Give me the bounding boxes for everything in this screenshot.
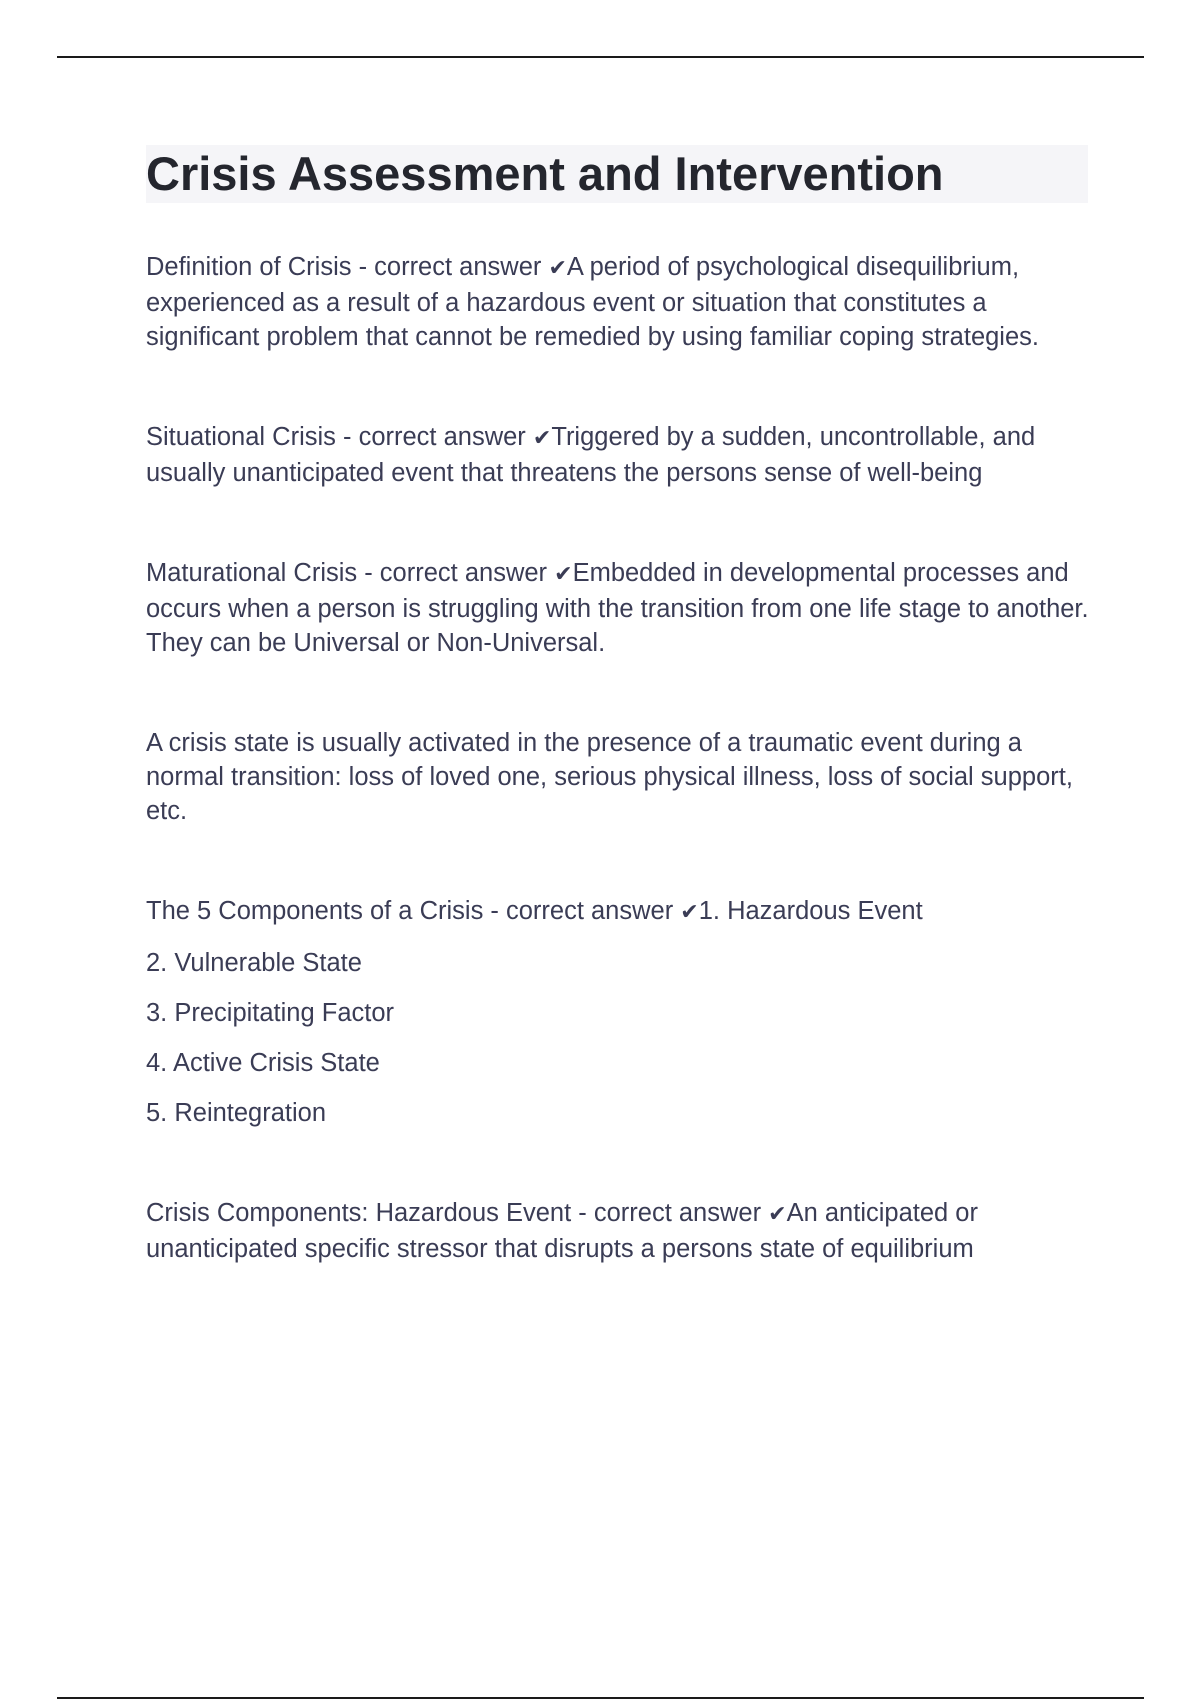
list-item-reintegration: 5. Reintegration	[146, 1099, 327, 1127]
entry-term: Definition of Crisis - correct answer	[146, 253, 549, 281]
entry-term: Maturational Crisis - correct answer	[146, 559, 555, 587]
entry-term: The 5 Components of a Crisis - correct answer	[146, 897, 681, 925]
entry-answer: Embedded in developmental processes and occurs when a person is struggling with the transition from one life stage to another. They can be Universal or Non-Universal.	[146, 559, 1089, 657]
entry-definition-of-crisis	[146, 250, 1096, 354]
check-mark-icon: ✔	[554, 562, 573, 587]
check-mark-icon: ✔	[532, 426, 552, 451]
check-mark-icon: ✔	[680, 900, 699, 925]
entry-answer: 1. Hazardous Event	[698, 897, 923, 925]
entry-five-components	[146, 894, 1096, 1130]
entry-term: Crisis Components: Hazardous Event - correct answer	[146, 1199, 769, 1227]
entry-answer: Triggered by a sudden, uncontrollable, and usually unanticipated event that threatens the persons sense of well-being	[146, 423, 1036, 487]
entry-hazardous-event	[146, 1196, 1096, 1266]
entry-answer: A period of psychological disequilibrium, experienced as a result of a hazardous event or situation that constitutes a significant problem that cannot be remedied by using familiar coping strategies.	[146, 253, 1039, 351]
list-item-active-crisis-state: 4. Active Crisis State	[146, 1049, 380, 1077]
entry-situational-crisis	[146, 420, 1096, 490]
entry-answer: An anticipated or unanticipated specific stressor that disrupts a persons state of equilibrium	[146, 1199, 978, 1263]
check-mark-icon: ✔	[768, 1202, 787, 1227]
top-rule	[57, 56, 1144, 58]
list-item-precipitating-factor: 3. Precipitating Factor	[146, 999, 395, 1027]
document-body	[146, 250, 1096, 1266]
entry-crisis-state-note	[146, 726, 1096, 828]
check-mark-icon: ✔	[548, 256, 567, 281]
page-title: Crisis Assessment and Intervention	[146, 147, 944, 200]
bottom-rule	[57, 1697, 1144, 1699]
entry-maturational-crisis	[146, 556, 1096, 660]
list-item-vulnerable-state: 2. Vulnerable State	[146, 949, 362, 977]
entry-term: Situational Crisis - correct answer	[146, 423, 533, 451]
entry-text: A crisis state is usually activated in the presence of a traumatic event during a normal transition: loss of loved one, serious physical illness, loss of social support, etc.	[146, 729, 1073, 825]
